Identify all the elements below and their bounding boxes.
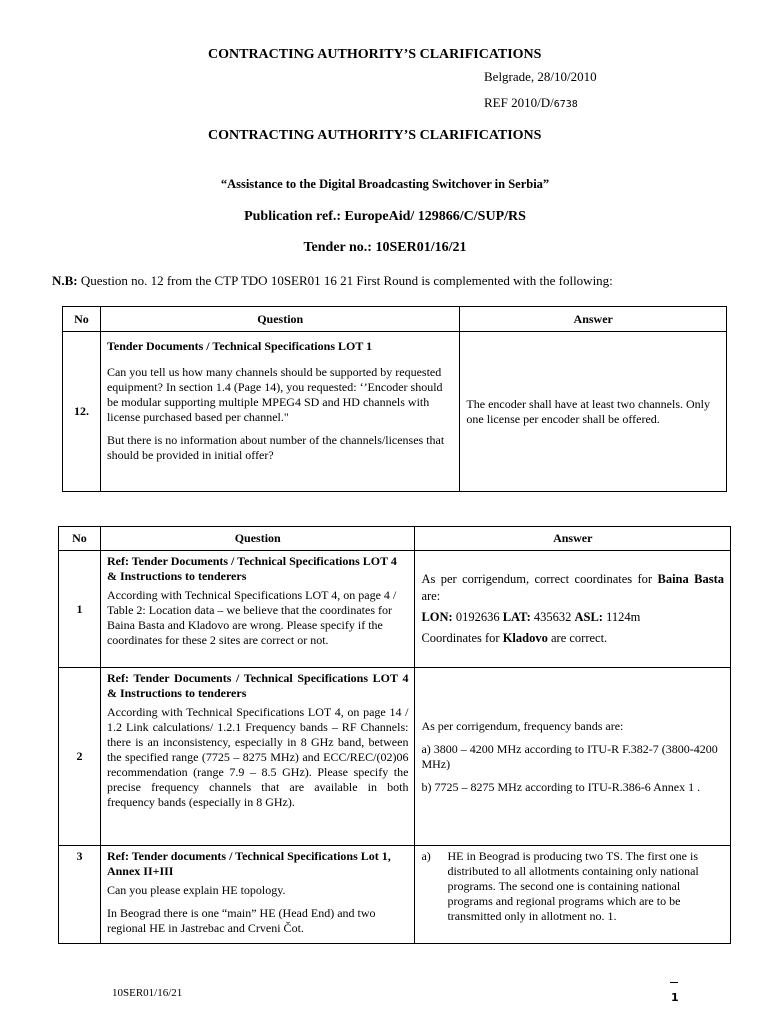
answer-cell xyxy=(415,846,731,944)
question-paragraph: In Beograd there is one “main” HE (Head End) and two regional HE in Jastrebac and Crveni Čot. xyxy=(106,906,376,935)
list-label: a) xyxy=(421,849,431,863)
answer-text: The encoder shall have at least two channels. Only one license per encoder shall be offered. xyxy=(466,396,711,426)
col-header-no: No xyxy=(59,527,101,551)
question-body: According with Technical Specifications LOT 4, on page 4 / Table 2: Location data – we believe that the coordinates for Baina Basta and Kladovo are wrong. Please specify if the coordinates for these 2 sites are correct or not. xyxy=(106,588,397,647)
col-header-answer: Answer xyxy=(415,527,731,551)
question-paragraph: But there is no information about number of the channels/licenses that should be provided in initial offer? xyxy=(106,433,445,462)
table-row xyxy=(59,668,731,846)
doc-title-top: CONTRACTING AUTHORITY’S CLARIFICATIONS xyxy=(208,47,542,62)
lon-label: LON: xyxy=(421,610,453,624)
answer-cell xyxy=(415,668,731,846)
table-header-row xyxy=(59,527,731,551)
asl-label: ASL: xyxy=(574,610,603,624)
question-cell xyxy=(100,846,415,944)
footer-reference: 10SER01/16/21 xyxy=(112,987,183,999)
publication-ref: Publication ref.: EuropeAid/ 129866/C/SUP/RS xyxy=(244,209,526,224)
site-name: Kladovo xyxy=(502,631,548,645)
answer-are: are: xyxy=(421,589,441,603)
asl-value: 1124m xyxy=(606,610,641,624)
question-paragraph: Can you please explain HE topology. xyxy=(106,883,286,897)
answer-intro: As per corrigendum, frequency bands are: xyxy=(421,718,624,733)
row-number: 3 xyxy=(59,846,101,944)
answer-list-item xyxy=(421,849,724,924)
clarification-table-1 xyxy=(62,306,727,492)
col-header-question: Question xyxy=(100,527,415,551)
question-cell xyxy=(100,332,459,492)
question-cell xyxy=(100,551,415,668)
question-title: Tender Documents / Technical Specifications LOT 1 xyxy=(106,339,373,353)
answer-paragraph xyxy=(421,571,724,605)
table-header-row xyxy=(63,307,727,332)
nb-label: N.B: xyxy=(52,273,78,288)
question-body: According with Technical Specifications LOT 4, on page 14 / 1.2 Link calculations/ 1.2.1 Frequency bands – RF Channels: there is an inconsistency, especially in 8 GHz band, between the specified range (7725 – 8275 MHz) and ECC/REC/(02)06 recommendation (range 7.9 – 8.5 GHz). Please specify the precise frequency channels that are available in both frequency bands (especially in 8 GHz). xyxy=(106,705,409,809)
lon-value: 0192636 xyxy=(455,610,500,624)
nb-note xyxy=(52,273,613,289)
answer-paragraph xyxy=(421,630,724,647)
reference-prefix: REF 2010/D/ xyxy=(484,95,554,110)
table-row xyxy=(63,332,727,492)
row-number: 1 xyxy=(59,551,101,668)
nb-text: Question no. 12 from the CTP TDO 10SER01 16 21 First Round is complemented with the following: xyxy=(80,273,613,288)
question-title: Ref: Tender Documents / Technical Specifications LOT 4 & Instructions to tenderers xyxy=(106,671,409,700)
tender-number: Tender no.: 10SER01/16/21 xyxy=(303,240,467,255)
answer-cell xyxy=(415,551,731,668)
coordinates-line xyxy=(421,609,724,626)
reference xyxy=(484,95,578,111)
col-header-question: Question xyxy=(100,307,459,332)
list-text: HE in Beograd is producing two TS. The first one is distributed to all allotments containing only national programs. The second one is containing national programs and regional programs which are to be transmitted only in allotment no. 1. xyxy=(447,849,699,923)
col-header-answer: Answer xyxy=(460,307,727,332)
clarification-table-2 xyxy=(58,526,731,944)
answer-item: b) 7725 – 8275 MHz according to ITU-R.386-6 Annex 1 . xyxy=(421,779,701,794)
lat-value: 435632 xyxy=(533,610,572,624)
col-header-no: No xyxy=(63,307,101,332)
page-number: 1 xyxy=(671,991,679,1004)
table-row xyxy=(59,846,731,944)
answer-item: a) 3800 – 4200 MHz according to ITU-R F.382-7 (3800-4200 MHz) xyxy=(421,741,718,771)
question-paragraph: Can you tell us how many channels should be supported by requested equipment? In section 1.4 (Page 14), you requested: ‘’Encoder should be modular supporting multiple MPEG4 SD and HD channels with license purchased based per channel." xyxy=(106,365,443,424)
project-title: “Assistance to the Digital Broadcasting Switchover in Serbia” xyxy=(220,177,550,191)
row-number: 12. xyxy=(63,332,101,492)
answer-intro: As per corrigendum, correct coordinates for xyxy=(421,572,653,586)
row-number: 2 xyxy=(59,668,101,846)
lat-label: LAT: xyxy=(502,610,531,624)
coord-for: Coordinates for xyxy=(421,631,500,645)
doc-title-second: CONTRACTING AUTHORITY’S CLARIFICATIONS xyxy=(208,128,542,143)
place-date: Belgrade, 28/10/2010 xyxy=(484,69,597,84)
question-cell xyxy=(100,668,415,846)
page-number-marker xyxy=(670,982,678,983)
answer-correct: are correct. xyxy=(550,631,608,645)
table-row xyxy=(59,551,731,668)
site-name: Baina Basta xyxy=(657,572,725,586)
reference-number: 6738 xyxy=(553,99,578,110)
question-title: Ref: Tender Documents / Technical Specifications LOT 4 & Instructions to tenderers xyxy=(106,554,397,583)
question-title: Ref: Tender documents / Technical Specifications Lot 1, Annex II+III xyxy=(106,849,391,878)
answer-cell xyxy=(460,332,727,492)
